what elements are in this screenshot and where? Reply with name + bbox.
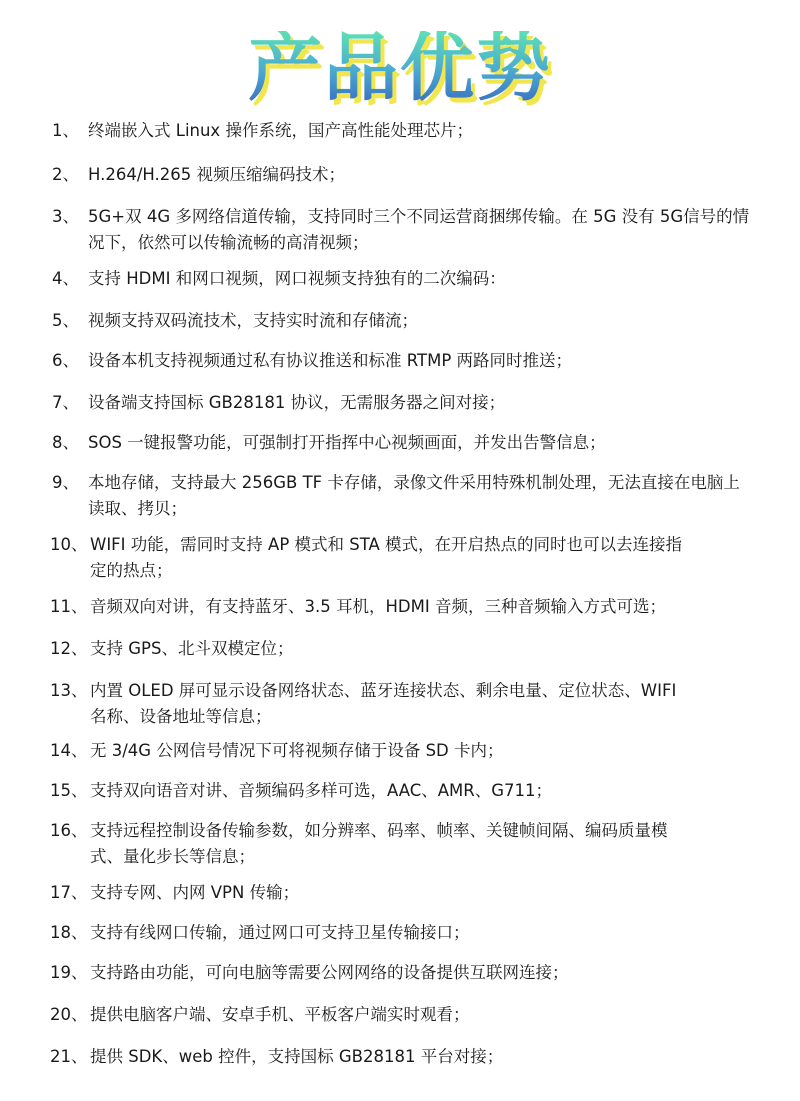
item-text: [90, 532, 770, 584]
item-text: [88, 118, 768, 144]
item-text-line: WIFI 功能，需同时支持 AP 模式和 STA 模式，在开启热点的同时也可以去连接指: [90, 535, 683, 554]
item-text: [90, 1044, 770, 1070]
item-text-line: 5G+双 4G 多网络信道传输，支持同时三个不同运营商捆绑传输。在 5G 没有 5G信号的情: [88, 207, 750, 226]
item-number: 18、: [50, 923, 88, 942]
item-text: [90, 1002, 770, 1028]
item-number: 4、: [52, 269, 79, 288]
page-title: 产品优势: [248, 25, 552, 111]
item-text-line: SOS 一键报警功能，可强制打开指挥中心视频画面，并发出告警信息；: [88, 433, 606, 452]
item-text: [90, 636, 770, 662]
item-text-line: 况下，依然可以传输流畅的高清视频；: [88, 233, 369, 252]
item-text-line: 设备本机支持视频通过私有协议推送和标准 RTMP 两路同时推送；: [88, 351, 573, 370]
item-number: 3、: [52, 207, 79, 226]
item-number: 13、: [50, 681, 88, 700]
item-number: 11、: [50, 597, 88, 616]
item-text-line: 提供 SDK、web 控件，支持国标 GB28181 平台对接；: [90, 1047, 504, 1066]
item-number: 16、: [50, 821, 88, 840]
item-text-line: 视频支持双码流技术，支持实时流和存储流；: [88, 311, 418, 330]
item-number: 10、: [50, 535, 88, 554]
item-number: 15、: [50, 781, 88, 800]
item-text-line: 名称、设备地址等信息；: [90, 707, 272, 726]
item-number: 1、: [52, 121, 79, 140]
item-text-line: 支持专网、内网 VPN 传输；: [90, 883, 300, 902]
item-text-line: 支持双向语音对讲、音频编码多样可选，AAC、AMR、G711；: [90, 781, 553, 800]
item-text-line: 终端嵌入式 Linux 操作系统，国产高性能处理芯片；: [88, 121, 473, 140]
item-text-line: 式、量化步长等信息；: [90, 847, 255, 866]
item-text: [90, 678, 770, 730]
item-number: 21、: [50, 1047, 88, 1066]
item-number: 2、: [52, 165, 79, 184]
item-text-line: 支持有线网口传输，通过网口可支持卫星传输接口；: [90, 923, 470, 942]
item-text: [90, 738, 770, 764]
item-text: [88, 162, 768, 188]
item-number: 14、: [50, 741, 88, 760]
item-text-line: 支持远程控制设备传输参数，如分辨率、码率、帧率、关键帧间隔、编码质量模: [90, 821, 668, 840]
item-text: [90, 818, 770, 870]
item-text: [88, 430, 768, 456]
item-number: 12、: [50, 639, 88, 658]
item-text-line: H.264/H.265 视频压缩编码技术；: [88, 165, 346, 184]
item-text-line: 设备端支持国标 GB28181 协议，无需服务器之间对接；: [88, 393, 506, 412]
item-text-line: 提供电脑客户端、安卓手机、平板客户端实时观看；: [90, 1005, 470, 1024]
item-text: [88, 390, 768, 416]
item-text: [90, 778, 770, 804]
item-text: [90, 880, 770, 906]
item-text: [88, 348, 768, 374]
item-text: [90, 960, 770, 986]
item-text: [90, 920, 770, 946]
item-text-line: 无 3/4G 公网信号情况下可将视频存储于设备 SD 卡内；: [90, 741, 504, 760]
item-text-line: 音频双向对讲，有支持蓝牙、3.5 耳机，HDMI 音频，三种音频输入方式可选；: [90, 597, 666, 616]
item-text: [88, 308, 768, 334]
item-number: 17、: [50, 883, 88, 902]
item-text-line: 内置 OLED 屏可显示设备网络状态、蓝牙连接状态、剩余电量、定位状态、WIFI: [90, 681, 677, 700]
item-number: 20、: [50, 1005, 88, 1024]
item-text: [88, 204, 768, 256]
item-number: 19、: [50, 963, 88, 982]
item-text-line: 支持 GPS、北斗双模定位；: [90, 639, 294, 658]
item-number: 5、: [52, 311, 79, 330]
item-text-line: 支持 HDMI 和网口视频，网口视频支持独有的二次编码：: [88, 269, 506, 288]
item-text-line: 本地存储，支持最大 256GB TF 卡存储，录像文件采用特殊机制处理，无法直接在电脑上: [88, 473, 740, 492]
item-number: 8、: [52, 433, 79, 452]
item-text: [88, 266, 768, 292]
title-banner: [0, 18, 800, 118]
item-number: 9、: [52, 473, 79, 492]
item-text: [90, 594, 770, 620]
item-text-line: 定的热点；: [90, 561, 173, 580]
item-number: 6、: [52, 351, 79, 370]
item-text-line: 读取、拷贝；: [88, 499, 187, 518]
item-text-line: 支持路由功能，可向电脑等需要公网网络的设备提供互联网连接；: [90, 963, 569, 982]
item-text: [88, 470, 768, 522]
item-number: 7、: [52, 393, 79, 412]
